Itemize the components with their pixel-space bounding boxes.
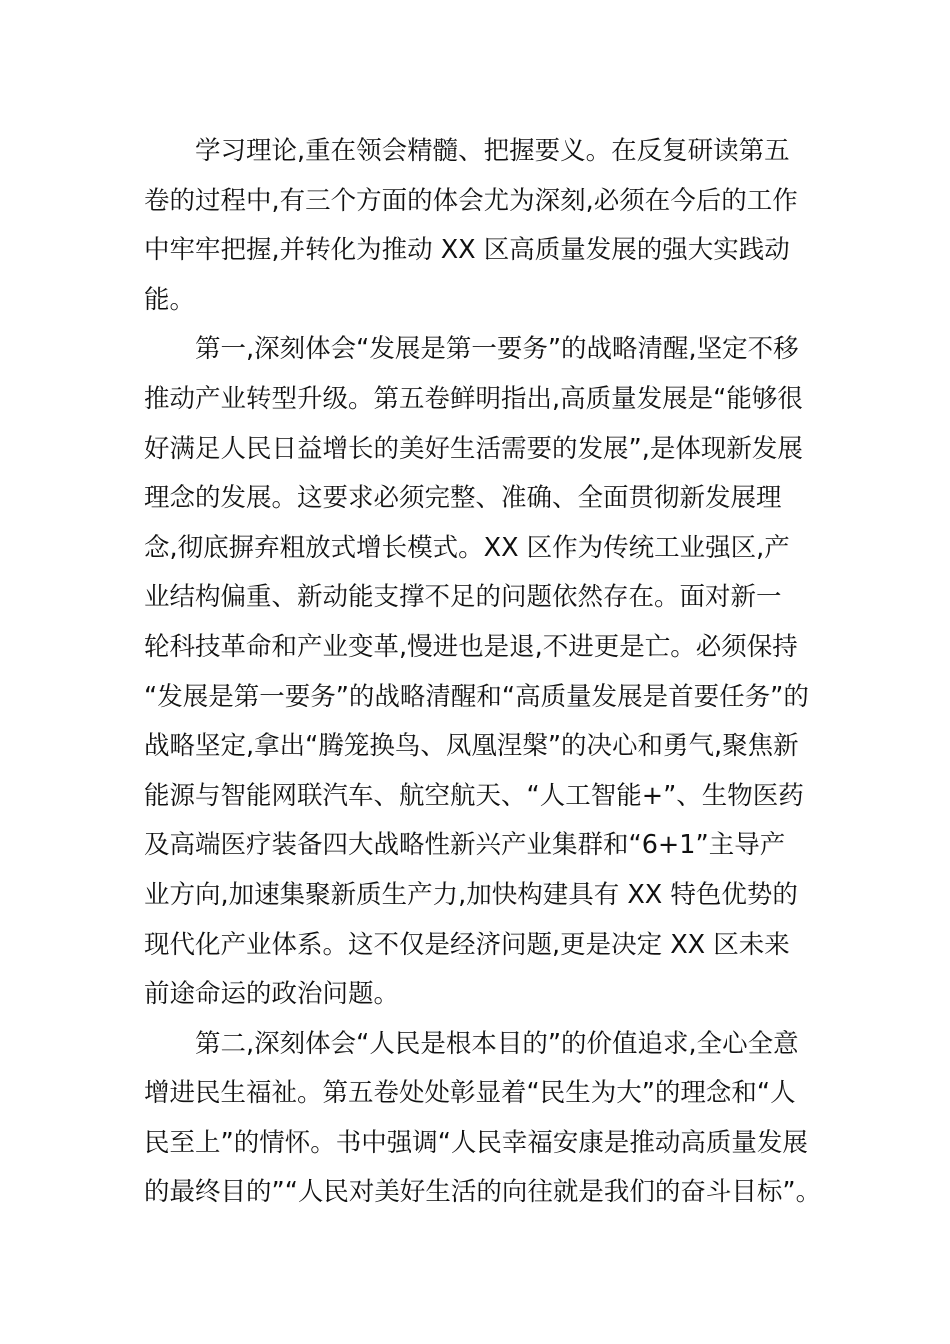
paragraph-line: 学习理论,重在领会精髓、把握要义。在反复研读第五 xyxy=(195,136,790,166)
paragraph-line: “发展是第一要务”的战略清醒和“高质量发展是首要任务”的 xyxy=(144,681,809,712)
paragraph-line: 卷的过程中,有三个方面的体会尤为深刻,必须在今后的工作 xyxy=(144,185,798,216)
paragraph-first-point xyxy=(144,325,816,1019)
paragraph-line: 及高端医疗装备四大战略性新兴产业集群和“6+1”主导产 xyxy=(144,830,786,861)
paragraph-second-point xyxy=(144,1020,822,1218)
paragraph-line: 现代化产业体系。这不仅是经济问题,更是决定 XX 区未来 xyxy=(144,929,790,960)
paragraph-line: 的最终目的”“人民对美好生活的向往就是我们的奋斗目标”。 xyxy=(144,1177,822,1208)
paragraph-line: 前途命运的政治问题。 xyxy=(144,979,400,1010)
paragraph-line: 轮科技革命和产业变革,慢进也是退,不进更是亡。必须保持 xyxy=(144,631,798,662)
paragraph-line: 能源与智能网联汽车、航空航天、“人工智能+”、生物医药 xyxy=(144,780,804,811)
paragraph-line: 民至上”的情怀。书中强调“人民幸福安康是推动高质量发展 xyxy=(144,1127,808,1158)
paragraph-line: 增进民生福祉。第五卷处处彰显着“民生为大”的理念和“人 xyxy=(144,1078,796,1109)
paragraph-line: 念,彻底摒弃粗放式增长模式。XX 区作为传统工业强区,产 xyxy=(144,532,790,563)
paragraph-line: 中牢牢把握,并转化为推动 XX 区高质量发展的强大实践动 xyxy=(144,235,790,266)
paragraph-line: 业结构偏重、新动能支撑不足的问题依然存在。面对新一 xyxy=(144,582,782,613)
paragraph-intro xyxy=(144,127,816,325)
document-body xyxy=(144,127,822,1218)
paragraph-line: 业方向,加速集聚新质生产力,加快构建具有 XX 特色优势的 xyxy=(144,879,798,910)
paragraph-line: 第一,深刻体会“发展是第一要务”的战略清醒,坚定不移 xyxy=(195,334,799,365)
paragraph-line: 第二,深刻体会“人民是根本目的”的价值追求,全心全意 xyxy=(195,1028,799,1059)
paragraph-line: 好满足人民日益增长的美好生活需要的发展”,是体现新发展 xyxy=(144,433,803,464)
paragraph-line: 理念的发展。这要求必须完整、准确、全面贯彻新发展理 xyxy=(144,483,782,514)
paragraph-line: 推动产业转型升级。第五卷鲜明指出,高质量发展是“能够很 xyxy=(144,383,803,414)
paragraph-line: 能。 xyxy=(144,284,196,315)
paragraph-line: 战略坚定,拿出“腾笼换鸟、凤凰涅槃”的决心和勇气,聚焦新 xyxy=(144,731,799,762)
